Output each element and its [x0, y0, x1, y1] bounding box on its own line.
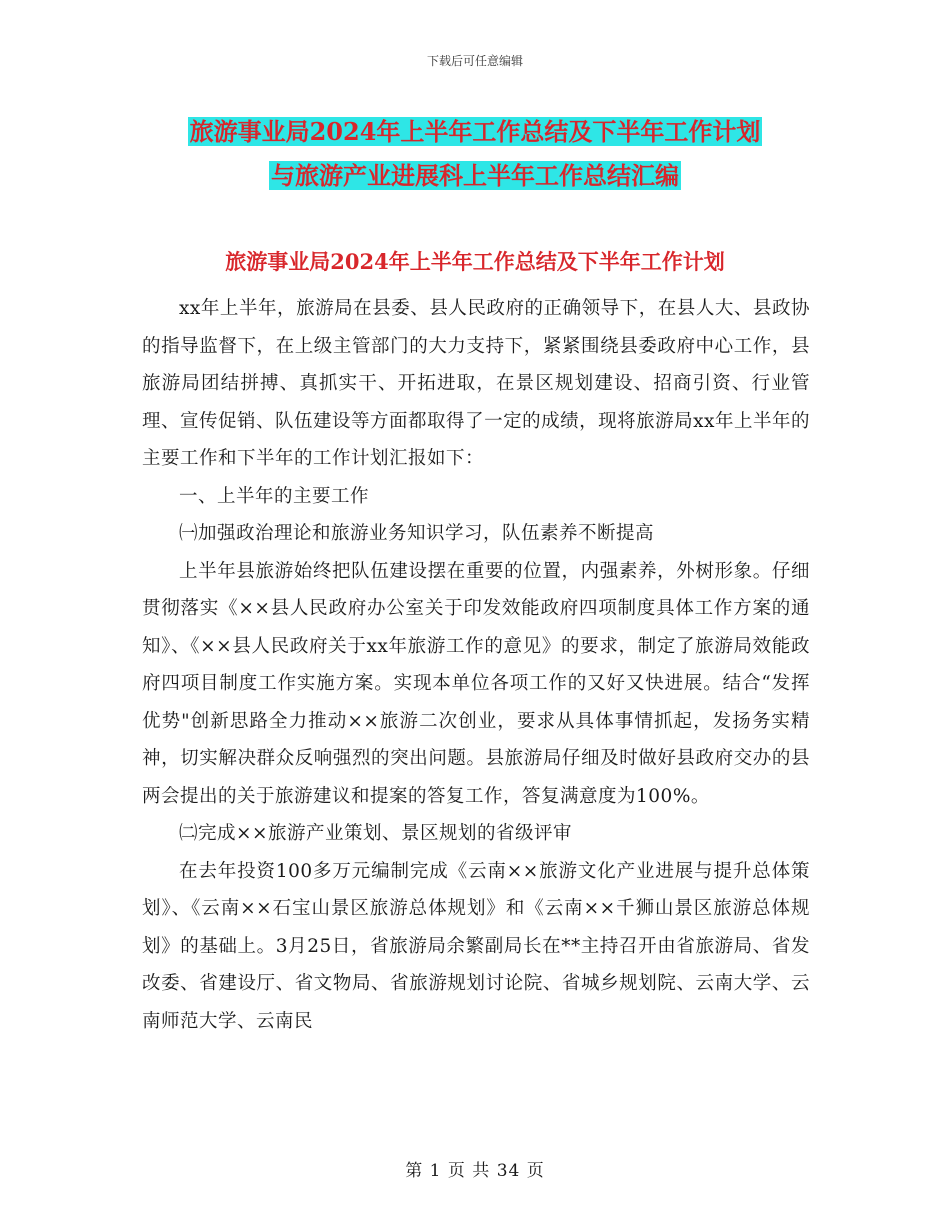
paragraph-intro: xx年上半年，旅游局在县委、县人民政府的正确领导下，在县人大、县政协的指导监督下，在上级主管部门的大力支持下，紧紧围绕县委政府中心工作，县旅游局团结拼搏、真抓实干、开拓进取，在景区规划建设、招商引资、行业管理、宣传促销、队伍建设等方面都取得了一定的成绩，现将旅游局xx年上半年的主要工作和下半年的工作计划汇报如下：: [142, 298, 810, 469]
section-title: 旅游事业局2024年上半年工作总结及下半年工作计划: [225, 249, 725, 274]
subheading-2: ㈡完成××旅游产业策划、景区规划的省级评审: [179, 823, 573, 844]
page-number: 第 1 页 共 34 页: [405, 1161, 545, 1181]
document-title-line-1-text: 旅游事业局2024年上半年工作总结及下半年工作计划: [189, 117, 761, 146]
document-title-line-2: [0, 157, 950, 195]
subheading-1: ㈠加强政治理论和旅游业务知识学习，队伍素养不断提高: [179, 523, 655, 544]
document-title-line-1: [0, 113, 950, 151]
heading-main-work: 一、上半年的主要工作: [179, 485, 370, 507]
page-header-note: 下载后可任意编辑: [426, 54, 523, 68]
document-body: [142, 290, 810, 1040]
paragraph-planning-review: 在去年投资100多万元编制完成《云南××旅游文化产业进展与提升总体策划》、《云南××石宝山景区旅游总体规划》和《云南××千狮山景区旅游总体规划》的基础上。3月25日，省旅游局余繁副局长在**主持召开由省旅游局、省发改委、省建设厅、省文物局、省旅游规划讨论院、省城乡规划院、云南大学、云南师范大学、云南民: [142, 860, 810, 1032]
document-title-line-2-text: 与旅游产业进展科上半年工作总结汇编: [271, 161, 679, 190]
paragraph-team-building: 上半年县旅游始终把队伍建设摆在重要的位置，内强素养，外树形象。仔细贯彻落实《××县人民政府办公室关于印发效能政府四项制度具体工作方案的通知》、《××县人民政府关于xx年旅游工作的意见》的要求，制定了旅游局效能政府四项目制度工作实施方案。实现本单位各项工作的又好又快进展。结合“发挥优势"创新思路全力推动××旅游二次创业，要求从具体事情抓起，发扬务实精神，切实解决群众反响强烈的突出问题。县旅游局仔细及时做好县政府交办的县两会提出的关于旅游建议和提案的答复工作，答复满意度为100%。: [142, 560, 810, 807]
